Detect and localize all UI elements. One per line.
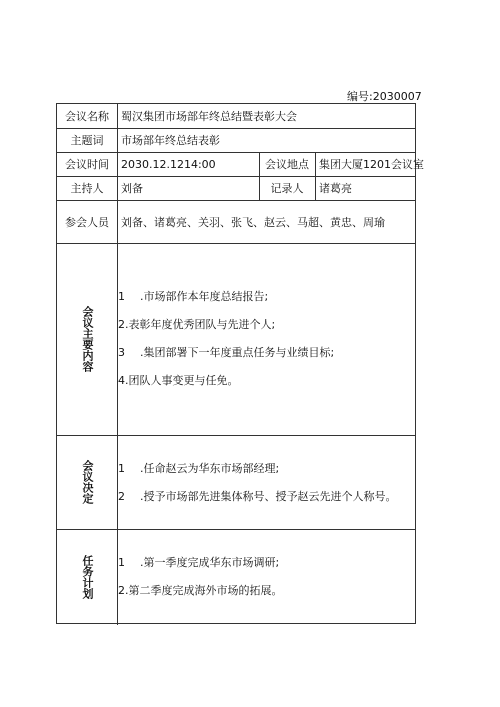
plan-item: 2.第二季度完成海外市场的拓展。 xyxy=(118,584,283,597)
topic-value: 市场部年终总结表彰 xyxy=(121,134,220,147)
attendees-label: 参会人员 xyxy=(65,215,109,229)
meeting-name-value: 蜀汉集团市场部年终总结暨表彰大会 xyxy=(121,110,297,123)
place-value: 集团大厦1201会议室 xyxy=(319,158,424,171)
content-section-label: 会议主要内容 xyxy=(81,306,94,372)
attendees-value: 刘备、诸葛亮、关羽、张飞、赵云、马超、黄忠、周瑜 xyxy=(121,215,385,229)
meeting-name-label: 会议名称 xyxy=(65,110,109,123)
content-item: 4.团队人事变更与任免。 xyxy=(118,374,239,387)
decision-item: 1 .任命赵云为华东市场部经理; xyxy=(118,462,280,475)
plans-section-label: 任务计划 xyxy=(81,555,94,599)
host-value: 刘备 xyxy=(121,182,143,195)
decisions-section-label: 会议决定 xyxy=(81,460,94,504)
host-label: 主持人 xyxy=(70,182,104,195)
place-label: 会议地点 xyxy=(265,158,309,171)
time-label: 会议时间 xyxy=(65,158,109,171)
content-item: 1 .市场部作本年度总结报告; xyxy=(118,290,269,303)
topic-label: 主题词 xyxy=(70,134,104,147)
time-value: 2030.12.1214:00 xyxy=(121,157,216,171)
content-item: 2.表彰年度优秀团队与先进个人; xyxy=(118,318,276,331)
content-item: 3 .集团部署下一年度重点任务与业绩目标; xyxy=(118,346,335,359)
recorder-value: 诸葛亮 xyxy=(319,182,352,195)
meeting-minutes-form xyxy=(56,103,424,624)
document-number: 编号:2030007 xyxy=(347,90,422,103)
plan-item: 1 .第一季度完成华东市场调研; xyxy=(118,556,280,569)
decision-item: 2 .授予市场部先进集体称号、授予赵云先进个人称号。 xyxy=(118,490,397,503)
recorder-label: 记录人 xyxy=(270,182,304,195)
